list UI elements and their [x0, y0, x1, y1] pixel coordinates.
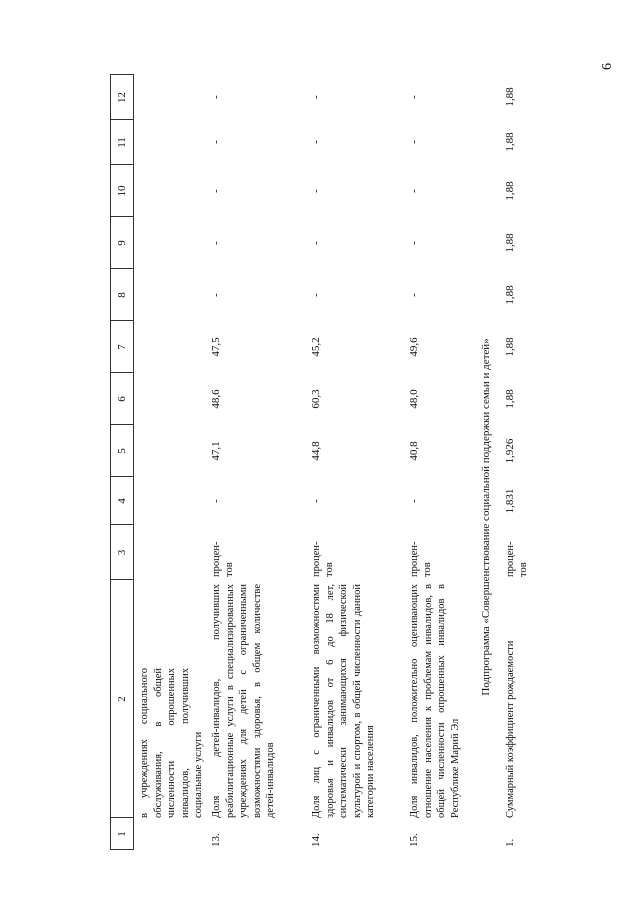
row-1-val-5: 1,926: [504, 438, 516, 464]
row-13-val-7: 47,5: [210, 337, 222, 357]
row-14-val-12: -: [310, 95, 322, 99]
header-col-11: 11: [116, 137, 128, 148]
row-14-val-5: 44,8: [310, 441, 322, 461]
row-13-val-11: -: [210, 140, 222, 144]
row-14-val-4: -: [310, 499, 322, 503]
header-col-10: 10: [116, 185, 128, 197]
row-15-val-7: 49,6: [408, 337, 420, 357]
row-13-text: Доля детей-инвалидов, получивших реабилитационные услуги в специализированных учреждениях для детей с ограниченными возможностями здоровья, в общем количестве детей-инвалидов: [211, 584, 276, 818]
row-15-val-6: 48,0: [408, 389, 420, 409]
row-1-val-4: 1,831: [504, 488, 516, 514]
row-13-val-12: -: [210, 95, 222, 99]
row-15-val-10: -: [408, 189, 420, 193]
row-13-val-5: 47,1: [210, 441, 222, 461]
header-col-7: 7: [116, 344, 128, 350]
row-1-val-11: 1,88: [504, 132, 516, 152]
row-13-val-9: -: [210, 241, 222, 245]
row-13-val-4: -: [210, 499, 222, 503]
header-col-8: 8: [116, 292, 128, 298]
row-1-number: 1.: [504, 838, 516, 847]
row-13-val-10: -: [210, 189, 222, 193]
row-1-val-9: 1,88: [504, 233, 516, 253]
header-col-9: 9: [116, 240, 128, 246]
header-col-3: 3: [116, 549, 128, 556]
page-number: 6: [600, 63, 615, 70]
header-col-2: 2: [116, 696, 128, 702]
row-14-unit: процен-тов: [311, 541, 335, 577]
row-1-val-7: 1,88: [504, 337, 516, 357]
subprogram-heading: Подпрограмма «Совершенствование социальной поддержки семьи и детей»: [480, 338, 492, 696]
row-14-val-8: -: [310, 293, 322, 297]
row-1-val-10: 1,88: [504, 181, 516, 201]
header-col-6: 6: [116, 396, 128, 402]
header-col-5: 5: [116, 448, 128, 454]
row-15-val-4: -: [408, 499, 420, 503]
row-15-val-12: -: [408, 95, 420, 99]
row-15-unit: процен-тов: [409, 541, 433, 577]
header-col-1: 1: [116, 831, 128, 837]
row-1-val-6: 1,88: [504, 389, 516, 409]
row-14-val-6: 60,3: [310, 389, 322, 409]
row-13-number: 13.: [210, 833, 222, 847]
row-1-val-8: 1,88: [504, 285, 516, 305]
row-15-text: Доля инвалидов, положительно оценивающих отношение населения к проблемам инвалидов, в общей численности опрошенных инвалидов в Республике Марий Эл: [409, 584, 461, 818]
row-14-val-10: -: [310, 189, 322, 193]
row-15-val-11: -: [408, 140, 420, 144]
row-14-text: Доля лиц с ограниченными возможностями здоровья и инвалидов от 6 до 18 лет, систематически занимающихся физической культурой и спортом, в общей численности данной категории населения: [311, 584, 376, 818]
rotated-table: [100, 75, 530, 855]
row-1-val-12: 1,88: [504, 87, 516, 107]
row-13-val-6: 48,6: [210, 389, 222, 409]
row-14-val-7: 45,2: [310, 337, 322, 357]
row-1-text: Суммарный коэффициент рождаемости: [505, 640, 516, 818]
row-15-number: 15.: [408, 833, 420, 847]
header-col-4: 4: [116, 498, 128, 504]
row-13-val-8: -: [210, 293, 222, 297]
table-top-border: [110, 75, 111, 850]
row-15-val-5: 40,8: [408, 441, 420, 461]
row-14-number: 14.: [310, 833, 322, 847]
row-continuation-text: в учреждениях социального обслуживания, в общей численности опрошенных инвалидов, получивших социальные услуги: [139, 668, 204, 818]
row-14-val-11: -: [310, 140, 322, 144]
row-14-val-9: -: [310, 241, 322, 245]
row-15-val-9: -: [408, 241, 420, 245]
row-1-unit: процен-тов: [505, 541, 529, 577]
row-13-unit: процен-тов: [211, 541, 235, 577]
header-bottom-border: [133, 75, 134, 850]
row-15-val-8: -: [408, 293, 420, 297]
header-col-12: 12: [116, 92, 128, 103]
